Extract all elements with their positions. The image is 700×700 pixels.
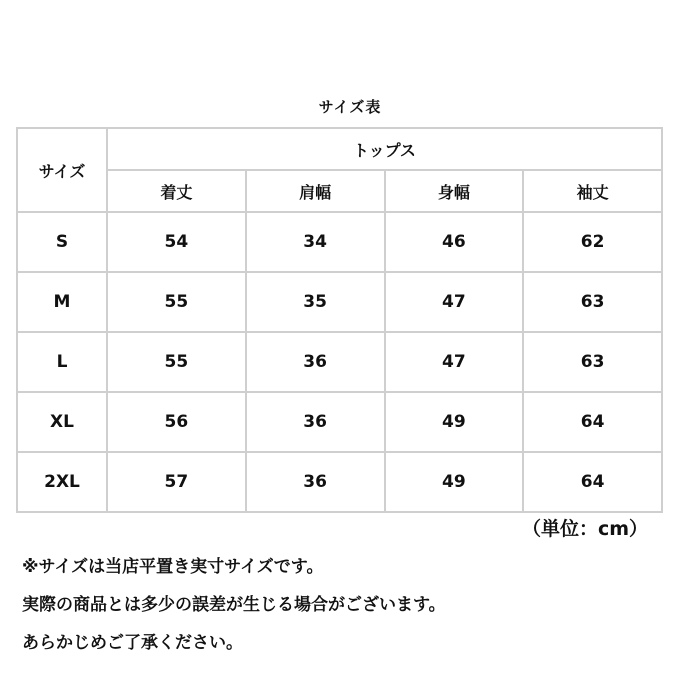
size-table [16, 127, 663, 513]
column-header-length: 着丈 [107, 170, 246, 212]
value-cell: 63 [523, 272, 662, 332]
value-cell: 36 [246, 332, 385, 392]
value-cell: 49 [385, 452, 524, 512]
value-cell: 55 [107, 272, 246, 332]
value-cell: 35 [246, 272, 385, 332]
table-row [17, 272, 662, 332]
size-cell: M [17, 272, 107, 332]
size-cell: XL [17, 392, 107, 452]
value-cell: 46 [385, 212, 524, 272]
size-cell: L [17, 332, 107, 392]
value-cell: 49 [385, 392, 524, 452]
value-cell: 57 [107, 452, 246, 512]
value-cell: 47 [385, 272, 524, 332]
value-cell: 54 [107, 212, 246, 272]
note-line: ※サイズは当店平置き実寸サイズです。 [22, 557, 324, 577]
column-header-chest: 身幅 [385, 170, 524, 212]
size-cell: 2XL [17, 452, 107, 512]
table-row [17, 212, 662, 272]
table-row [17, 392, 662, 452]
note-line: 実際の商品とは多少の誤差が生じる場合がございます。 [22, 595, 446, 615]
value-cell: 36 [246, 392, 385, 452]
value-cell: 62 [523, 212, 662, 272]
unit-note: （単位：cm） [521, 518, 648, 540]
notes-block [22, 557, 682, 671]
note-line: あらかじめご了承ください。 [22, 633, 243, 653]
value-cell: 34 [246, 212, 385, 272]
column-header-shoulder: 肩幅 [246, 170, 385, 212]
size-header: サイズ [17, 128, 107, 212]
column-header-row [17, 170, 662, 212]
value-cell: 47 [385, 332, 524, 392]
column-header-sleeve: 袖丈 [523, 170, 662, 212]
value-cell: 64 [523, 452, 662, 512]
value-cell: 55 [107, 332, 246, 392]
size-cell: S [17, 212, 107, 272]
value-cell: 36 [246, 452, 385, 512]
value-cell: 64 [523, 392, 662, 452]
table-row [17, 332, 662, 392]
table-title: サイズ表 [318, 98, 382, 116]
tops-group-header: トップス [107, 128, 662, 170]
value-cell: 56 [107, 392, 246, 452]
table-row [17, 452, 662, 512]
table-header-row [17, 128, 662, 170]
value-cell: 63 [523, 332, 662, 392]
